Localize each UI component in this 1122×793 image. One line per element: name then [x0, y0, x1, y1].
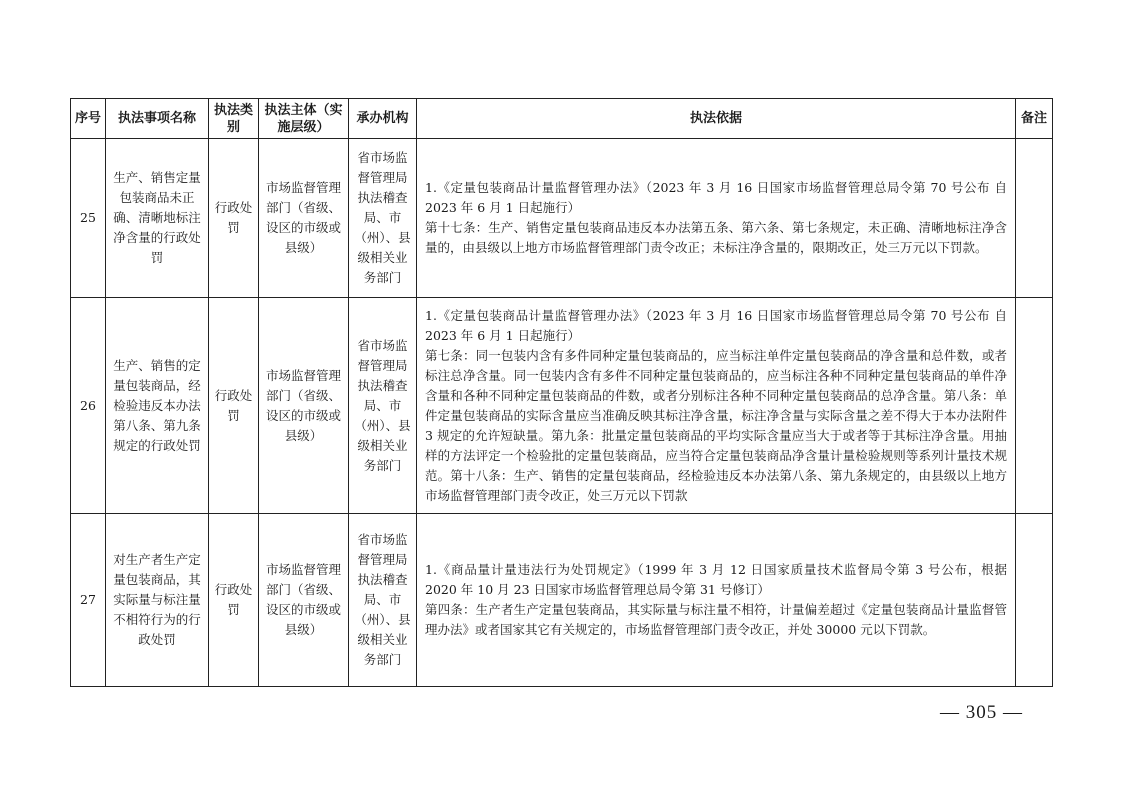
row-org: 省市场监督管理局执法稽查局、市（州）、县级相关业务部门 [349, 514, 417, 687]
row-org: 省市场监督管理局执法稽查局、市（州）、县级相关业务部门 [349, 139, 417, 298]
header-category: 执法类别 [209, 99, 259, 139]
row-subject: 市场监督管理部门（省级、设区的市级或县级） [259, 139, 349, 298]
row-org: 省市场监督管理局执法稽查局、市（州）、县级相关业务部门 [349, 298, 417, 514]
row-basis [417, 298, 1016, 514]
row-seq: 25 [71, 139, 106, 298]
row-basis [417, 139, 1016, 298]
header-remark: 备注 [1016, 99, 1053, 139]
row-basis-text: 1.《定量包装商品计量监督管理办法》（2023 年 3 月 16 日国家市场监督管理总局令第 70 号公布 自 2023 年 6 月 1 日起施行） 第七条：同一包装内含有多件同种定量包装商品的，应当标注单件定量包装商品的净含量和总件数，或者标注总净含量。同一包装内含有多件不同种定量包装商品的，应当标注各种不同种定量包装商品的单件净含量和各种不同种定量包装商品的件数，或者分别标注各种不同种定量包装商品的总净含量。第八条：单件定量包装商品的实际含量应当准确反映其标注净含量，标注净含量与实际含量之差不得大于本办法附件 3 规定的允许短缺量。第九条：批量定量包装商品的平均实际含量应当大于或者等于其标注净含量。用抽样的方法评定一个检验批的定量包装商品，应当符合定量包装商品净含量计量检验规则等系列计量技术规范。第十八条：生产、销售的定量包装商品，经检验违反本办法第八条、第九条规定的，由县级以上地方市场监督管理部门责令改正，处三万元以下罚款 [425, 307, 1007, 503]
row-basis [417, 514, 1016, 687]
row-remark [1016, 298, 1053, 514]
row-name: 生产、销售定量包装商品未正确、清晰地标注净含量的行政处罚 [106, 139, 209, 298]
row-remark [1016, 139, 1053, 298]
header-name: 执法事项名称 [106, 99, 209, 139]
header-org: 承办机构 [349, 99, 417, 139]
row-name: 对生产者生产定量包装商品，其实际量与标注量不相符行为的行政处罚 [106, 514, 209, 687]
header-subject: 执法主体（实施层级） [259, 99, 349, 139]
row-category: 行政处罚 [209, 139, 259, 298]
row-seq: 26 [71, 298, 106, 514]
row-category: 行政处罚 [209, 514, 259, 687]
row-name: 生产、销售的定量包装商品，经检验违反本办法第八条、第九条规定的行政处罚 [106, 298, 209, 514]
row-subject: 市场监督管理部门（省级、设区的市级或县级） [259, 514, 349, 687]
table-row [71, 139, 1053, 298]
header-seq: 序号 [71, 99, 106, 139]
table-row [71, 514, 1053, 687]
page-number: — 305 — [940, 702, 1023, 723]
row-remark [1016, 514, 1053, 687]
row-category: 行政处罚 [209, 298, 259, 514]
row-seq: 27 [71, 514, 106, 687]
row-basis-text: 1.《商品量计量违法行为处罚规定》（1999 年 3 月 12 日国家质量技术监督局令第 3 号公布，根据 2020 年 10 月 23 日国家市场监督管理总局令第 31 号修订） 第四条：生产者生产定量包装商品，其实际量与标注量不相符，计量偏差超过《定量包装商品计量监督管理办法》或者国家其它有关规定的，市场监督管理部门责令改正，并处 30000 元以下罚款。 [425, 562, 1007, 637]
row-subject: 市场监督管理部门（省级、设区的市级或县级） [259, 298, 349, 514]
table-row [71, 298, 1053, 514]
header-basis: 执法依据 [417, 99, 1016, 139]
header-row [71, 99, 1053, 139]
row-basis-text: 1.《定量包装商品计量监督管理办法》（2023 年 3 月 16 日国家市场监督管理总局令第 70 号公布 自 2023 年 6 月 1 日起施行） 第十七条：生产、销售定量包装商品违反本办法第五条、第六条、第七条规定，未正确、清晰地标注净含量的，由县级以上地方市场监督管理部门责令改正；未标注净含量的，限期改正，处三万元以下罚款。 [425, 180, 1007, 255]
enforcement-table [70, 98, 1053, 687]
